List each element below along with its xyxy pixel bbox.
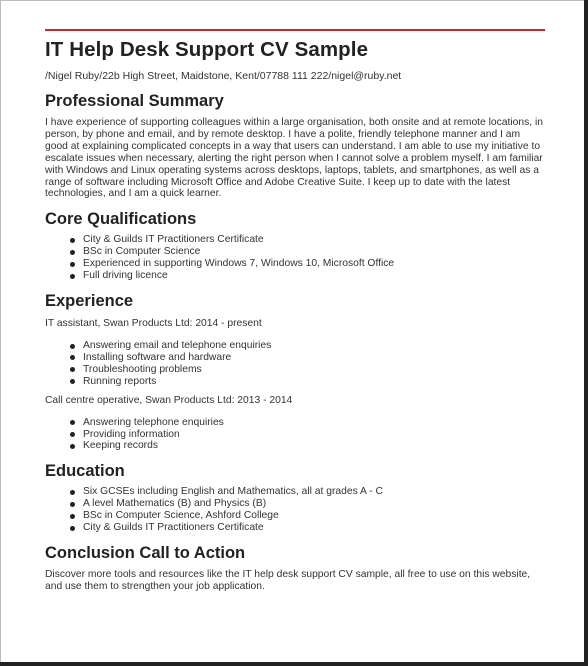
list-item: BSc in Computer Science, Ashford College	[83, 510, 545, 522]
section-heading-experience: Experience	[45, 291, 134, 310]
summary-text: I have experience of supporting colleagues within a large organisation, both onsite and at remote locations, in person, by phone and email, and by remote desktop. I have a polite, friendly telephone manner and I am good at explaining complicated concepts in a way that users can understand. I am able to use my initiative to escalate issues when necessary, alerting the right person when I cannot solve a problem myself. I am familiar with Windows and Linux operating systems across desktops, laptops, tablets, and smartphones, as well as a range of software including Microsoft Office and Adobe Creative Suite. I keep up to date with the latest technologies, and I am a quick learner.	[45, 117, 543, 200]
qualifications-list	[45, 234, 545, 282]
list-item: Running reports	[83, 376, 545, 388]
list-item: Experienced in supporting Windows 7, Windows 10, Microsoft Office	[83, 258, 545, 270]
job-role: Call centre operative, Swan Products Ltd: 2013 - 2014	[45, 394, 293, 406]
section-heading-summary: Professional Summary	[45, 92, 224, 110]
contact-line: /Nigel Ruby/22b High Street, Maidstone, Kent/07788 111 222/nigel@ruby.net	[45, 70, 402, 82]
job-role: IT assistant, Swan Products Ltd: 2014 - present	[45, 317, 262, 329]
education-list	[45, 486, 545, 534]
list-item: Troubleshooting problems	[83, 364, 545, 376]
list-item: BSc in Computer Science	[83, 246, 545, 258]
list-item: Keeping records	[83, 440, 545, 452]
job-duties-list	[45, 340, 545, 388]
section-heading-conclusion: Conclusion Call to Action	[45, 543, 246, 562]
section-heading-qualifications: Core Qualifications	[45, 210, 197, 229]
job-duties-list	[45, 417, 545, 453]
conclusion-text: Discover more tools and resources like the IT help desk support CV sample, all free to use on this website, and use them to strengthen your job application.	[45, 568, 531, 592]
header-accent-line	[45, 29, 545, 31]
list-item: Six GCSEs including English and Mathematics, all at grades A - C	[83, 486, 545, 498]
list-item: City & Guilds IT Practitioners Certificate	[83, 522, 545, 534]
list-item: Installing software and hardware	[83, 352, 545, 364]
list-item: City & Guilds IT Practitioners Certificate	[83, 234, 545, 246]
list-item: A level Mathematics (B) and Physics (B)	[83, 498, 545, 510]
list-item: Answering email and telephone enquiries	[83, 340, 545, 352]
cv-document	[45, 38, 545, 593]
list-item: Answering telephone enquiries	[83, 417, 545, 429]
list-item: Full driving licence	[83, 270, 545, 282]
list-item: Providing information	[83, 429, 545, 441]
cv-title: IT Help Desk Support CV Sample	[45, 38, 369, 61]
section-heading-education: Education	[45, 462, 125, 481]
